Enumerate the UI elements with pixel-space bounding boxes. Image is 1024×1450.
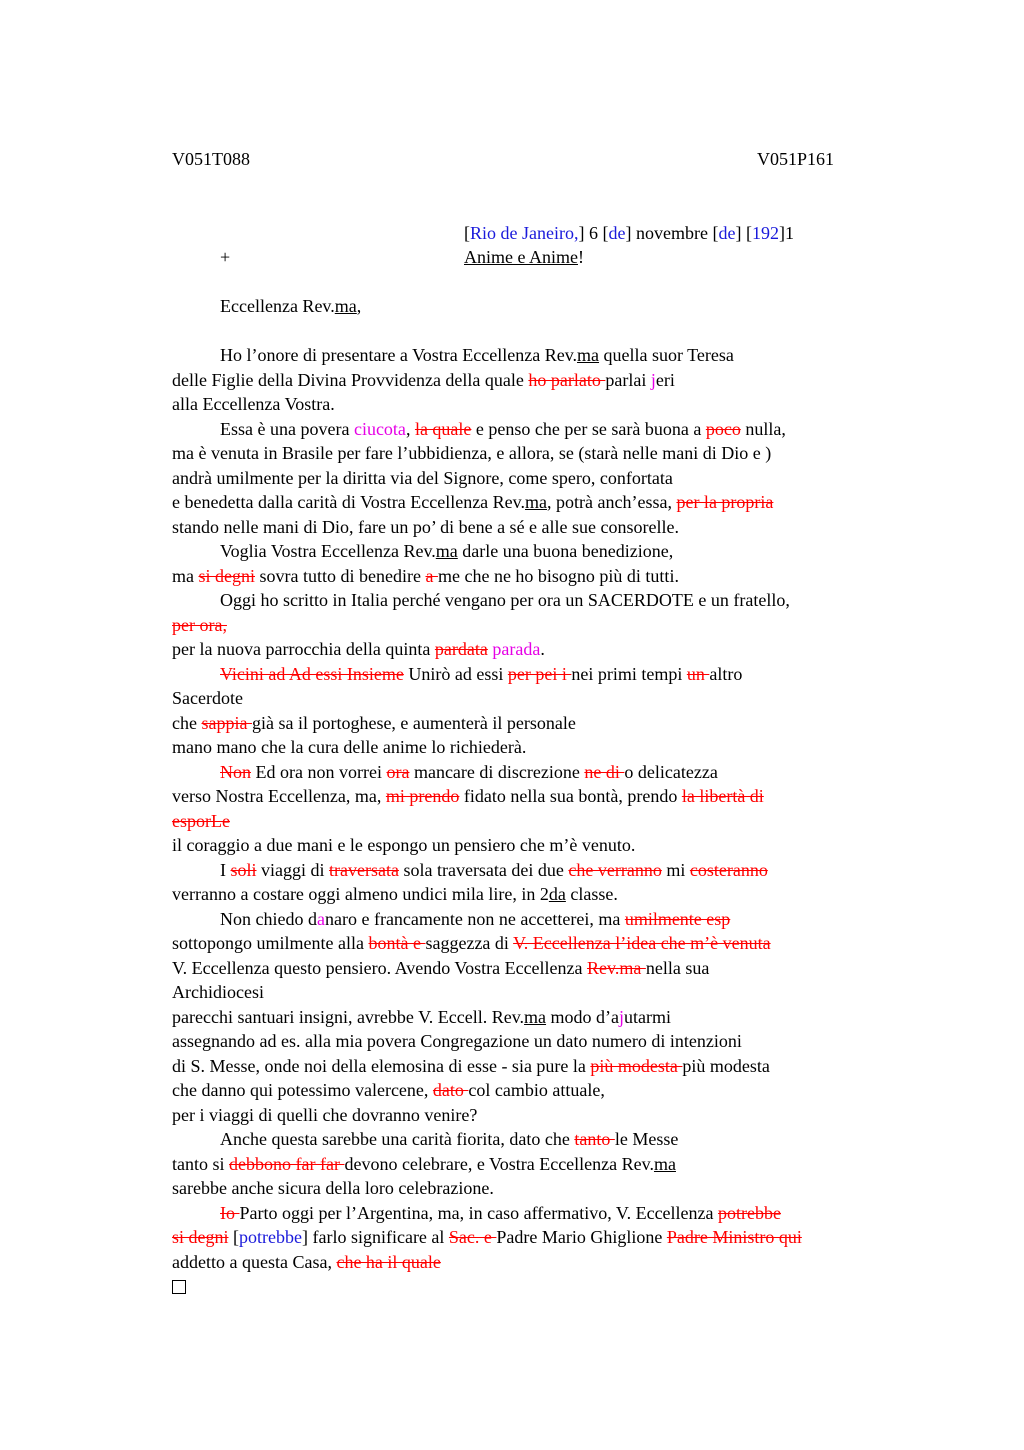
deletion: traversata	[329, 859, 399, 880]
body-line: Non Ed ora non vorrei ora mancare di discrezione ne di o delicatezza	[220, 761, 718, 782]
body-line: sottopongo umilmente alla bontà e saggezza di V. Eccellenza l’idea che m’è venuta	[172, 933, 771, 953]
body-line: stando nelle mani di Dio, fare un po’ di bene a sé e alle sue consorelle.	[172, 516, 679, 537]
deletion: per pei i	[507, 663, 572, 684]
deletion: debbono far far	[229, 1153, 345, 1174]
deletion: ne di	[584, 761, 625, 782]
deletion: Vicini ad Ad essi Insieme	[220, 663, 404, 684]
deletion: un	[686, 663, 710, 684]
deletion: V. Eccellenza l’idea che m’è venuta	[513, 933, 771, 953]
body-line: I soli viaggi di traversata sola traversata dei due che verranno mi costeranno	[220, 859, 768, 880]
body-line: Non chiedo danaro e francamente non ne accetterei, ma umilmente esp	[220, 908, 731, 929]
deletion: Non	[220, 761, 251, 782]
body-line: tanto si debbono far far devono celebrare, e Vostra Eccellenza Rev.ma	[172, 1153, 676, 1174]
body-line: Anche questa sarebbe una carità fiorita, dato che tanto le Messe	[220, 1129, 679, 1149]
deletion: soli	[230, 859, 257, 880]
deletion: pardata	[434, 639, 488, 659]
deletion: ho parlato	[528, 369, 606, 390]
deletion: mi prendo	[385, 786, 460, 806]
body-line: e benedetta dalla carità di Vostra Eccellenza Rev.ma, potrà anch’essa, per la propria	[172, 492, 774, 512]
body-line: delle Figlie della Divina Provvidenza della quale ho parlato parlai jeri	[172, 369, 675, 390]
body-line: Oggi ho scritto in Italia perché vengano per ora un SACERDOTE e un fratello,	[220, 590, 790, 610]
deletion: esporLe	[172, 810, 230, 831]
deletion: Padre Ministro qui	[666, 1227, 802, 1247]
body-line: verranno a costare oggi almeno undici mila lire, in 2da classe.	[172, 884, 618, 904]
salutation: Eccellenza Rev.ma,	[220, 296, 362, 316]
body-line: Archidiocesi	[172, 982, 264, 1002]
body-line: che danno qui potessimo valercene, dato col cambio attuale,	[172, 1080, 605, 1100]
editorial-insertion: potrebbe	[239, 1227, 302, 1247]
deletion: Io	[220, 1202, 240, 1223]
deletion: costeranno	[689, 859, 768, 880]
deletion: poco	[705, 418, 741, 439]
body-line: Essa è una povera ciucota, la quale e penso che per se sarà buona a poco nulla,	[220, 418, 786, 439]
body-line	[172, 613, 892, 638]
document-code-left: V051T088	[172, 149, 250, 169]
addition: parada	[492, 639, 541, 659]
letter-body	[172, 343, 892, 1299]
deletion: sappia	[201, 712, 252, 733]
deletion: tanto	[574, 1129, 615, 1149]
body-line: che sappia già sa il portoghese, e aumenterà il personale	[172, 712, 576, 733]
body-line: ma è venuta in Brasile per fare l’ubbidienza, e allora, se (starà nelle mani di Dio e )	[172, 443, 772, 463]
body-line: Ho l’onore di presentare a Vostra Eccellenza Rev.ma quella suor Teresa	[220, 345, 734, 365]
deletion: ora	[386, 761, 410, 782]
body-line: assegnando ad es. alla mia povera Congregazione un dato numero di intenzioni	[172, 1031, 742, 1051]
end-marker	[172, 1274, 892, 1299]
addition: ciucota	[353, 418, 406, 439]
deletion: per la propria	[676, 492, 774, 512]
body-line: di S. Messe, onde noi della elemosina di esse - sia pure la più modesta più modesta	[172, 1055, 770, 1076]
editorial-year: 192	[751, 223, 779, 243]
dateline: [Rio de Janeiro,] 6 [de] novembre [de] [192]1	[464, 223, 794, 243]
deletion: bontà e	[368, 933, 426, 953]
body-line: alla Eccellenza Vostra.	[172, 394, 335, 414]
deletion: che verranno	[568, 859, 662, 880]
addition: j	[650, 369, 656, 390]
deletion: la libertà di	[681, 786, 764, 806]
body-line: addetto a questa Casa, che ha il quale	[172, 1251, 441, 1272]
deletion: a	[425, 565, 438, 586]
motto: Anime e Anime!	[464, 247, 584, 267]
deletion: umilmente esp	[624, 908, 731, 929]
body-line: per la nuova parrocchia della quinta pardata parada.	[172, 639, 545, 659]
body-line: sarebbe anche sicura della loro celebrazione.	[172, 1178, 494, 1198]
body-line	[172, 809, 892, 834]
deletion: per ora,	[172, 614, 227, 635]
body-line: verso Nostra Eccellenza, ma, mi prendo fidato nella sua bontà, prendo la libertà di	[172, 786, 764, 806]
body-line: Sacerdote	[172, 688, 243, 708]
square-icon	[172, 1280, 186, 1294]
body-line: Io Parto oggi per l’Argentina, ma, in caso affermativo, V. Eccellenza potrebbe	[220, 1202, 781, 1223]
deletion: potrebbe	[718, 1202, 781, 1223]
body-line: V. Eccellenza questo pensiero. Avendo Vostra Eccellenza Rev.ma nella sua	[172, 957, 710, 978]
deletion: Rev.ma	[587, 957, 646, 978]
body-line: parecchi santuari insigni, avrebbe V. Eccell. Rev.ma modo d’ajutarmi	[172, 1006, 672, 1027]
deletion: si degni	[172, 1227, 229, 1247]
deletion: più modesta	[590, 1055, 683, 1076]
body-line: Vicini ad Ad essi Insieme Unirò ad essi per pei i nei primi tempi un altro	[220, 663, 743, 684]
body-line: per i viaggi di quelli che dovranno venire?	[172, 1104, 478, 1125]
body-line: Voglia Vostra Eccellenza Rev.ma darle una buona benedizione,	[220, 541, 674, 561]
deletion: la quale	[414, 418, 472, 439]
deletion: che ha il quale	[336, 1251, 441, 1272]
body-line: si degni [potrebbe] farlo significare al Sac. e Padre Mario Ghiglione Padre Ministro qui	[172, 1227, 802, 1247]
deletion: Sac. e	[448, 1227, 497, 1247]
deletion: si degni	[198, 565, 255, 586]
body-line: il coraggio a due mani e le espongo un pensiero che m’è venuto.	[172, 835, 636, 855]
addition: a	[316, 908, 325, 929]
body-line: mano mano che la cura delle anime lo richiederà.	[172, 737, 527, 757]
document-code-right: V051P161	[757, 149, 835, 169]
body-line: andrà umilmente per la diritta via del Signore, come spero, confortata	[172, 467, 673, 488]
addition: j	[619, 1006, 625, 1027]
cross-symbol: +	[220, 247, 231, 267]
body-line: ma si degni sovra tutto di benedire a me che ne ho bisogno più di tutti.	[172, 565, 679, 586]
deletion: dato	[432, 1080, 469, 1100]
editorial-place: Rio de Janeiro,	[470, 223, 579, 243]
